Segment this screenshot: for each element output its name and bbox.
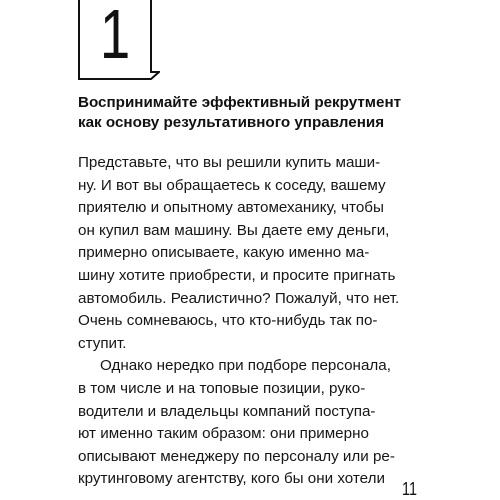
text-line: приятелю и опытному автомеханику, чтобы: [78, 199, 384, 217]
chapter-title: [78, 93, 438, 133]
text-line: Представьте, что вы решили купить маши-: [78, 154, 381, 171]
text-line: в том числе и на топовые позиции, руко-: [78, 379, 366, 397]
page-number: 11: [402, 479, 417, 499]
text-line: ну. И вот вы обращаетесь к соседу, вашему: [78, 176, 386, 194]
text-line: Однако нередко при подборе персонала,: [100, 357, 391, 375]
text-line: ступит.: [78, 334, 127, 352]
text-line: автомобиль. Реалистично? Пожалуй, что нет.: [78, 289, 400, 307]
text-line: водители и владельцы компаний поступа-: [78, 402, 376, 420]
text-line: Очень сомневаюсь, что кто-нибудь так по-: [78, 312, 378, 330]
text-line: ют именно таким образом: они примерно: [78, 425, 369, 443]
text-line: крутинговому агентству, кого бы они хотели: [78, 470, 385, 488]
text-line: шину хотите приобрести, и просите пригнать: [78, 266, 396, 284]
chapter-title-line: как основу результативного управления: [78, 114, 385, 131]
chapter-number-badge: [78, 0, 160, 80]
text-line: описывают менеджеру по персоналу или ре-: [78, 447, 395, 465]
text-line: примерно описываете, какую именно ма-: [78, 244, 370, 262]
body-text: [78, 152, 438, 491]
chapter-number: 1: [99, 0, 131, 73]
text-line: он купил вам машину. Вы даете ему деньги,: [78, 221, 390, 239]
chapter-title-line: Воспринимайте эффективный рекрутмент: [78, 94, 402, 111]
